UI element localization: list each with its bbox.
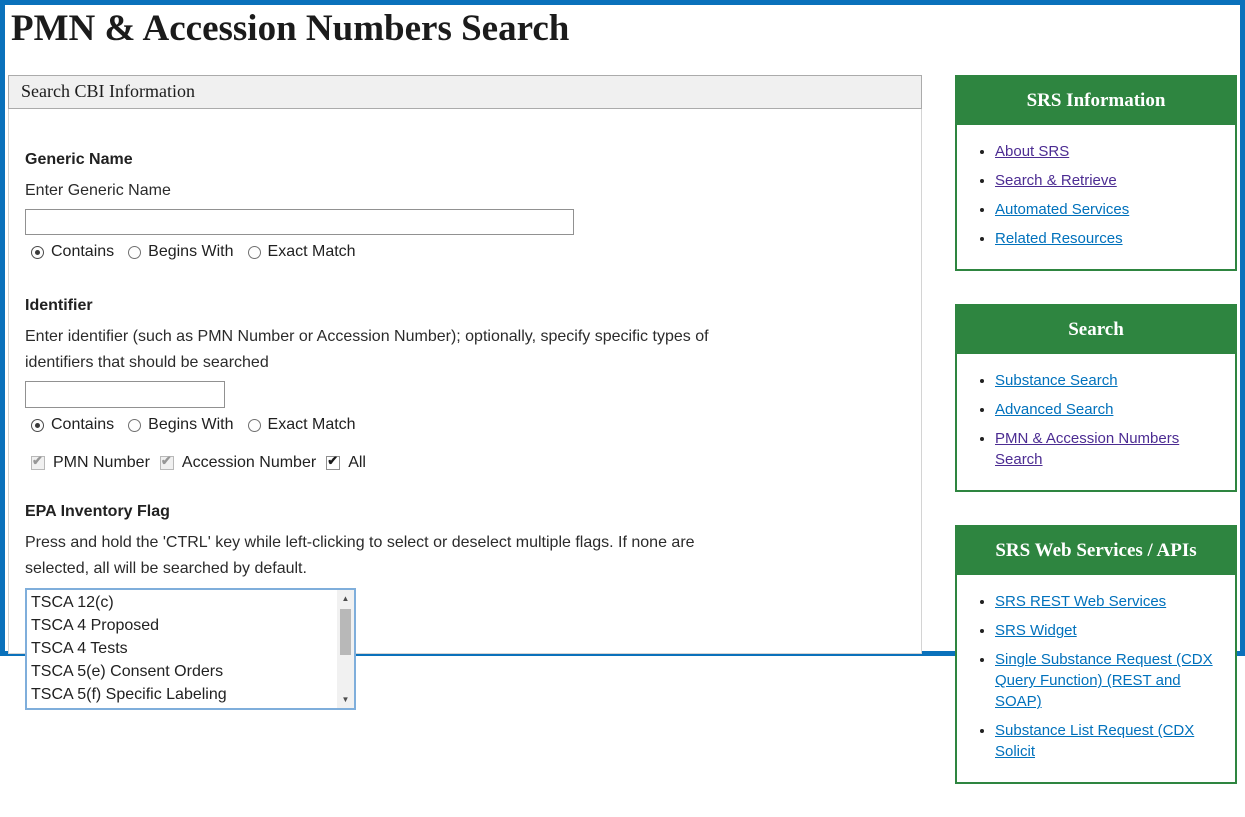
checkbox-icon[interactable]	[160, 453, 174, 470]
main-column	[8, 75, 922, 705]
radio-icon[interactable]	[128, 419, 141, 432]
page-layout	[5, 75, 1240, 817]
identifier-section	[25, 297, 905, 472]
epa-inventory-flag-hint: Press and hold the 'CTRL' key while left-clicking to select or deselect multiple flags. If none are selected, all will be searched by default.	[25, 534, 695, 578]
scrollbar-thumb[interactable]	[340, 609, 351, 655]
radio-label: Contains	[51, 243, 115, 261]
epa-inventory-flag-section	[25, 503, 905, 710]
radio-label: Begins With	[148, 243, 234, 261]
sidebar-link[interactable]: Related Resources	[995, 230, 1123, 248]
checkbox-label: PMN Number	[53, 454, 150, 472]
sidebar-link[interactable]: Substance Search	[995, 372, 1118, 390]
radio-label: Exact Match	[267, 416, 356, 434]
radio-label: Exact Match	[267, 243, 356, 261]
generic-name-hint: Enter Generic Name	[25, 182, 171, 200]
checkbox-label: Accession Number	[181, 454, 317, 472]
search-cbi-panel	[8, 109, 922, 705]
identifier-type-option[interactable]	[31, 454, 150, 472]
sidebar-list-item	[995, 228, 1225, 249]
sidebar-link[interactable]: Single Substance Request (CDX Query Function) (REST and SOAP)	[995, 651, 1213, 711]
match-option[interactable]	[31, 243, 114, 261]
panel-header-search-cbi: Search CBI Information	[8, 75, 922, 109]
identifier-hint: Enter identifier (such as PMN Number or Accession Number); optionally, specify specific types of identifiers that should be searched	[25, 328, 709, 372]
flag-option[interactable]: TSCA 5(f) Specific Labeling	[31, 686, 227, 704]
identifier-type-checkboxes	[31, 454, 905, 472]
sidebar-link[interactable]: SRS REST Web Services	[995, 593, 1167, 611]
radio-icon[interactable]	[31, 246, 44, 259]
identifier-type-option[interactable]	[160, 454, 316, 472]
sidebar-list-item	[995, 591, 1225, 612]
sidebar-list-item	[995, 141, 1225, 162]
epa-inventory-flag-listbox[interactable]	[25, 588, 356, 710]
check-icon: ✔	[327, 453, 339, 469]
radio-label: Contains	[51, 416, 115, 434]
flag-option[interactable]: TSCA 5(e) Consent Orders	[31, 663, 224, 681]
match-option[interactable]	[128, 243, 233, 261]
scroll-down-icon[interactable]: ▼	[341, 695, 350, 705]
radio-icon[interactable]	[248, 419, 261, 432]
checkbox-icon[interactable]	[31, 453, 45, 470]
sidebar-box-srs-information	[955, 75, 1237, 271]
sidebar-link[interactable]: About SRS	[995, 143, 1070, 161]
sidebar-link[interactable]: Substance List Request (CDX Solicit	[995, 722, 1195, 761]
sidebar-link-list	[967, 591, 1225, 762]
identifier-input[interactable]	[25, 381, 225, 408]
sidebar-link-list	[967, 141, 1225, 249]
identifier-match-options	[31, 416, 905, 434]
sidebar-box-search	[955, 304, 1237, 492]
listbox-scrollbar[interactable]	[337, 590, 354, 708]
sidebar-list-item	[995, 170, 1225, 191]
sidebar-list-item	[995, 649, 1225, 712]
generic-name-match-options	[31, 243, 905, 261]
radio-icon[interactable]	[31, 419, 44, 432]
flag-option[interactable]: TSCA 12(c)	[31, 594, 114, 612]
sidebar-box-web-services	[955, 525, 1237, 784]
checkbox-label: All	[348, 454, 366, 472]
match-option[interactable]	[128, 416, 233, 434]
identifier-label: Identifier	[25, 297, 93, 315]
sidebar-list-item	[995, 399, 1225, 420]
check-icon: ✔	[32, 453, 43, 469]
flag-options	[27, 590, 354, 706]
check-icon: ✔	[160, 453, 172, 469]
sidebar-list-item	[995, 370, 1225, 391]
epa-inventory-flag-label: EPA Inventory Flag	[25, 503, 170, 521]
radio-label: Begins With	[148, 416, 234, 434]
sidebar-link[interactable]: SRS Widget	[995, 622, 1077, 640]
page-title: PMN & Accession Numbers Search	[11, 8, 570, 49]
match-option[interactable]	[31, 416, 114, 434]
sidebar-link[interactable]: Automated Services	[995, 201, 1130, 219]
generic-name-input[interactable]	[25, 209, 574, 235]
identifier-type-option[interactable]	[326, 454, 366, 472]
radio-icon[interactable]	[128, 246, 141, 259]
generic-name-label: Generic Name	[25, 151, 133, 169]
sidebar-list-item	[995, 199, 1225, 220]
sidebar-box-title: Search	[957, 306, 1235, 354]
scroll-up-icon[interactable]: ▲	[341, 594, 350, 604]
sidebar-box-title: SRS Web Services / APIs	[957, 527, 1235, 575]
flag-option[interactable]: TSCA 4 Tests	[31, 640, 128, 658]
generic-name-section	[25, 151, 905, 261]
sidebar-link[interactable]: Search & Retrieve	[995, 172, 1117, 190]
radio-icon[interactable]	[248, 246, 261, 259]
sidebar-link-list	[967, 370, 1225, 470]
match-option[interactable]	[248, 243, 356, 261]
sidebar-box-title: SRS Information	[957, 77, 1235, 125]
flag-option[interactable]: TSCA 4 Proposed	[31, 617, 160, 635]
checkbox-icon[interactable]	[326, 453, 340, 470]
sidebar-list-item	[995, 720, 1225, 762]
sidebar-list-item	[995, 620, 1225, 641]
sidebar-link[interactable]: Advanced Search	[995, 401, 1114, 419]
sidebar-link[interactable]: PMN & Accession Numbers Search	[995, 430, 1180, 469]
sidebar	[955, 75, 1237, 817]
sidebar-list-item	[995, 428, 1225, 470]
match-option[interactable]	[248, 416, 356, 434]
